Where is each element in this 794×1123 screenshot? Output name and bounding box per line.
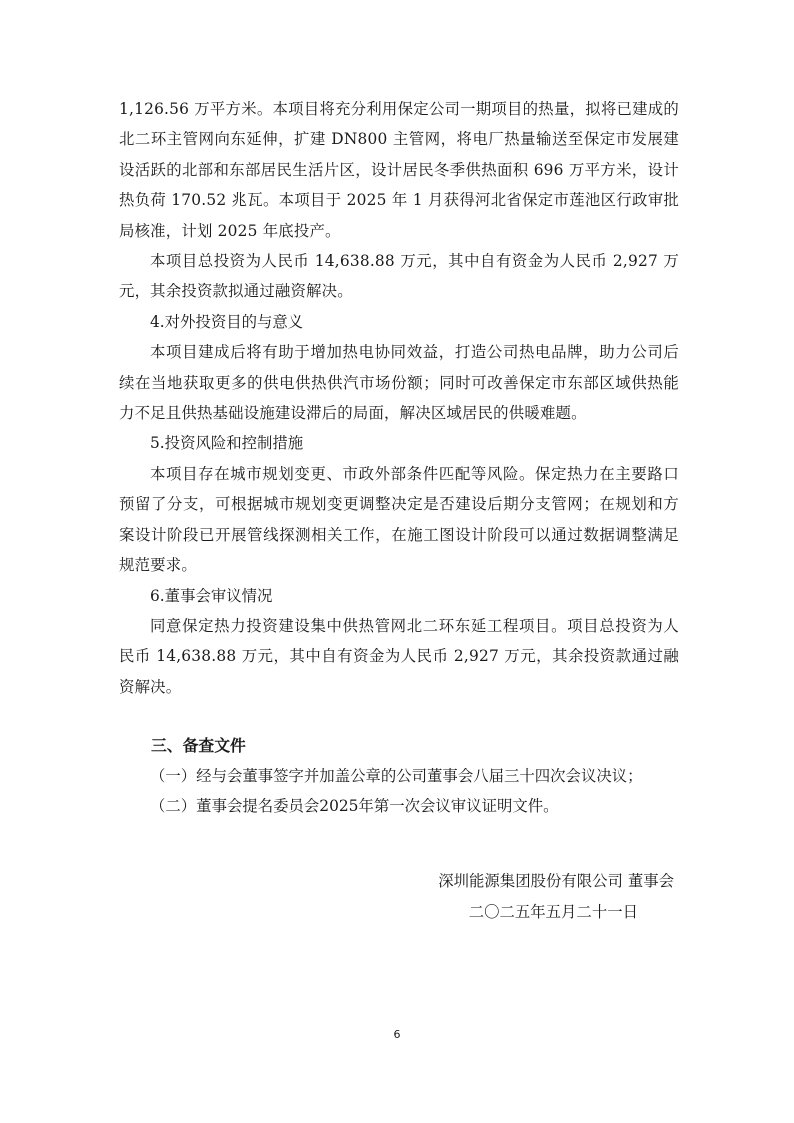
signature-block: [438, 866, 674, 928]
paragraph-investment-purpose: 本项目建成后将有助于增加热电协同效益，打造公司热电品牌，助力公司后续在当地获取更多的供电供热供汽市场份额；同时可改善保定市东部区域供热能力不足且供热基础设施建设滞后的局面，解决区域居民的供暖难题。: [119, 343, 679, 423]
paragraph-investment-total: 本项目总投资为人民币 14,638.88 万元，其中自有资金为人民币 2,927 万元，其余投资款拟通过融资解决。: [119, 252, 679, 301]
reference-document-item: （一）经与会董事签字并加盖公章的公司董事会八届三十四次会议决议；: [150, 767, 643, 786]
heading-investment-purpose: 4.对外投资目的与意义: [150, 312, 304, 331]
document-body: [119, 94, 679, 821]
section-heading-reference-documents: 三、备查文件: [151, 736, 246, 756]
signature-date: 二〇二五年五月二十一日: [468, 903, 638, 921]
page-number: 6: [393, 1028, 401, 1041]
reference-document-item: （二）董事会提名委员会2025年第一次会议审议证明文件。: [150, 797, 559, 816]
heading-board-review: 6.董事会审议情况: [150, 586, 273, 605]
heading-risk-control: 5.投资风险和控制措施: [150, 434, 304, 453]
paragraph-project-overview: 1,126.56 万平方米。本项目将充分利用保定公司一期项目的热量，拟将已建成的北二环主管网向东延伸，扩建 DN800 主管网，将电厂热量输送至保定市发展建设活跃的北部和东部居民生活片区，设计居民冬季供热面积 696 万平方米，设计热负荷 170.52 兆瓦。本项目于 2025 年 1 月获得河北省保定市莲池区行政审批局核准，计划 2025 年底投产。: [119, 100, 679, 240]
signature-company: 深圳能源集团股份有限公司 董事会: [438, 872, 674, 890]
paragraph-board-review: 同意保定热力投资建设集中供热管网北二环东延工程项目。项目总投资为人民币 14,638.88 万元，其中自有资金为人民币 2,927 万元，其余投资款通过融资解决。: [119, 616, 679, 696]
paragraph-risk-control: 本项目存在城市规划变更、市政外部条件匹配等风险。保定热力在主要路口预留了分支，可根据城市规划变更调整决定是否建设后期分支管网；在规划和方案设计阶段已开展管线探测相关工作，在施工图设计阶段可以通过数据调整满足规范要求。: [119, 464, 679, 575]
